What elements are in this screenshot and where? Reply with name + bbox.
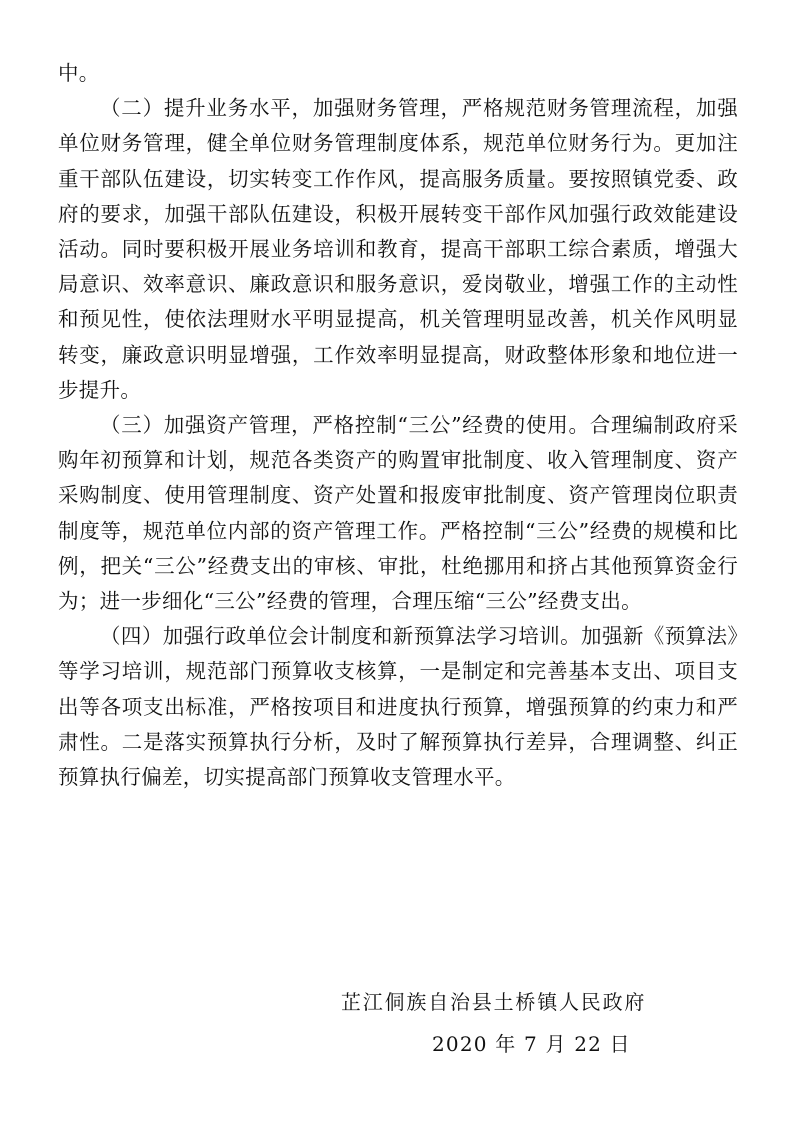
- signature-organization: 芷江侗族自治县土桥镇人民政府: [341, 990, 647, 1014]
- paragraph-continuation: 中。: [58, 61, 100, 85]
- signature-date: 2020 年 7 月 22 日: [432, 1032, 631, 1056]
- paragraph-section-3: （三）加强资产管理，严格控制“三公”经费的使用。合理编制政府采购年初预算和计划，规范各类资产的购置审批制度、收入管理制度、资产采购制度、使用管理制度、资产处置和报废审批制度、资产管理岗位职责制度等，规范单位内部的资产管理工作。严格控制“三公”经费的规模和比例，把关“三公”经费支出的审核、审批，杜绝挪用和挤占其他预算资金行为；进一步细化“三公”经费的管理，合理压缩“三公”经费支出。: [58, 413, 738, 614]
- document-body: [58, 56, 738, 795]
- paragraph-section-4: （四）加强行政单位会计制度和新预算法学习培训。加强新《预算法》等学习培训，规范部门预算收支核算，一是制定和完善基本支出、项目支出等各项支出标准，严格按项目和进度执行预算，增强预算的约束力和严肃性。二是落实预算执行分析，及时了解预算执行差异，合理调整、纠正预算执行偏差，切实提高部门预算收支管理水平。: [58, 624, 738, 790]
- paragraph-section-2: （二）提升业务水平，加强财务管理，严格规范财务管理流程，加强单位财务管理，健全单位财务管理制度体系，规范单位财务行为。更加注重干部队伍建设，切实转变工作作风，提高服务质量。要按照镇党委、政府的要求，加强干部队伍建设，积极开展转变干部作风加强行政效能建设活动。同时要积极开展业务培训和教育，提高干部职工综合素质，增强大局意识、效率意识、廉政意识和服务意识，爱岗敬业，增强工作的主动性和预见性，使依法理财水平明显提高，机关管理明显改善，机关作风明显转变，廉政意识明显增强，工作效率明显提高，财政整体形象和地位进一步提升。: [58, 96, 738, 402]
